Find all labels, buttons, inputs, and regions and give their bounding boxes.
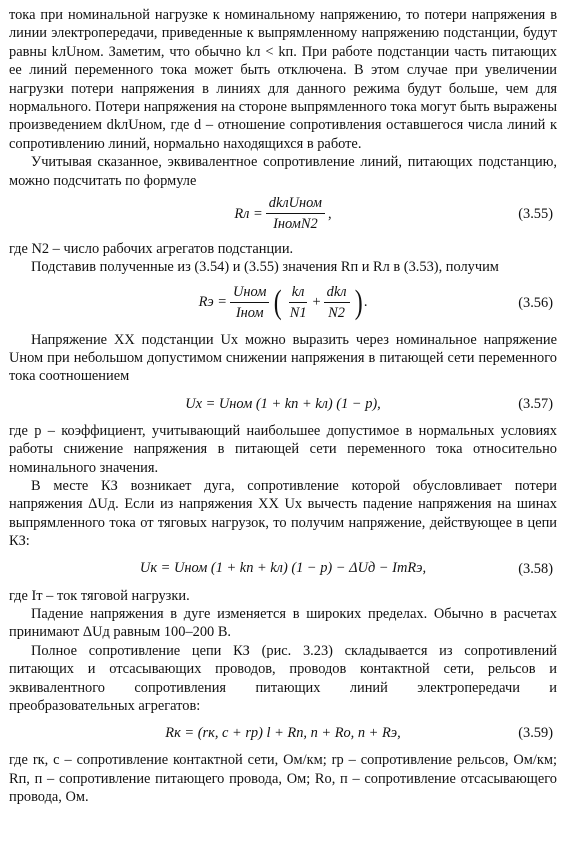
paragraph-10: Полное сопротивление цепи КЗ (рис. 3.23) складывается из сопротивлений питающих и отсасывающих проводов, проводов контактной сети, рельсов и эквивалентного сопротивления питающих линий электропередачи и преобразовательных агрегатов: — [9, 642, 557, 714]
paragraph-3: где N2 – число рабочих агрегатов подстанции. — [9, 240, 294, 257]
eq356-open-paren: ( — [274, 283, 283, 321]
eq355-denominator: IномN2 — [273, 216, 318, 233]
eq356-f2-den: N2 — [328, 305, 345, 322]
eq358-number: (3.58) — [518, 560, 553, 577]
paragraph-7: В месте КЗ возникает дуга, сопротивление которой обусловливает потери напряжения ΔUд. Если из напряжения ХХ Uх вычесть падение напряжения на шинах выпрямленного тока от тяговых нагрузок, то получим напряжение, действующее в цепи КЗ: — [9, 477, 557, 550]
eq356-close-paren: ) — [354, 283, 363, 321]
paragraph-11: где rк, с – сопротивление контактной сети, Ом/км; rр – сопротивление рельсов, Ом/км; Rп, п – сопротивление питающего провода, Ом; Rо, п – сопротивление отсасывающего провода, Ом. — [9, 752, 557, 806]
paragraph-5: Напряжение ХХ подстанции Uх можно выразить через номинальное напряжение Uном при небольшом допустимом снижении напряжения в питающей сети переменного тока соотношением — [9, 331, 557, 385]
eq355-fraction — [266, 194, 325, 234]
eq356-number: (3.56) — [518, 294, 553, 311]
eq355-tail: , — [328, 205, 332, 222]
paragraph-6: где p – коэффициент, учитывающий наибольшее допустимое в нормальных условиях работы снижение напряжения в питающей сети переменного тока относительно номинального значения. — [9, 422, 557, 476]
eq356-main-num: Uном — [230, 283, 269, 303]
eq356-fraction-1 — [287, 283, 310, 323]
equation-3-59 — [9, 721, 557, 745]
paragraph-1: тока при номинальной нагрузке к номинальному напряжению, то потери напряжения в линии электропередачи, приведенные к выпрямленному напряжению подстанции, будут равны kлUном. Заметим, что обычно kл < kп. При работе подстанции часть питающих ее линий переменного тока может быть отключена. В этом случае при увеличении нагрузки потери напряжения в линиях для данного режима будут больше, чем для нормального. Потери напряжения на стороне выпрямленного тока могут быть выражены произведением dkлUном, где d – отношение сопротивления оставшегося числа линий к сопротивлению линий, нормально находящихся в работе. — [9, 7, 557, 152]
eq356-fraction-2 — [324, 283, 350, 323]
equation-3-56 — [9, 283, 557, 323]
paragraph-9: Падение напряжения в дуге изменяется в широких пределах. Обычно в расчетах принимают ΔUд равным 100–200 В. — [9, 605, 557, 641]
eq356-f2-num: dkл — [324, 283, 350, 303]
eq357-number: (3.57) — [518, 395, 553, 412]
eq355-lhs: Rл = — [234, 205, 263, 222]
equation-3-57 — [9, 392, 557, 416]
eq355-numerator: dkлUном — [266, 194, 325, 214]
eq359-number: (3.59) — [518, 725, 553, 742]
equation-3-55 — [9, 194, 557, 234]
eq355-number: (3.55) — [518, 205, 553, 222]
eq356-main-den: Iном — [235, 305, 264, 322]
equation-3-58 — [9, 557, 557, 581]
paragraph-2: Учитывая сказанное, эквивалентное сопротивление линий, питающих подстанцию, можно подсчитать по формуле — [9, 154, 557, 189]
eq356-lhs: Rэ = — [198, 294, 228, 311]
eq358-body: Uк = Uном (1 + kп + kл) (1 − p) − ΔUд − IтRэ, — [139, 560, 427, 577]
eq356-f1-den: N1 — [289, 305, 307, 322]
eq357-body: Uх = Uном (1 + kп + kл) (1 − p), — [185, 395, 381, 412]
eq356-plus: + — [312, 294, 321, 311]
eq359-body: Rк = (rк, с + rр) l + Rп, п + Rо, п + Rэ, — [165, 725, 401, 742]
document-page — [9, 6, 557, 807]
eq356-tail: . — [363, 294, 368, 311]
eq356-fraction-main — [230, 283, 269, 323]
eq356-f1-num: kл — [289, 283, 308, 303]
paragraph-8: где Iт – ток тяговой нагрузки. — [9, 587, 190, 604]
paragraph-4: Подставив полученные из (3.54) и (3.55) значения Rп и Rл в (3.53), получим — [31, 259, 499, 276]
